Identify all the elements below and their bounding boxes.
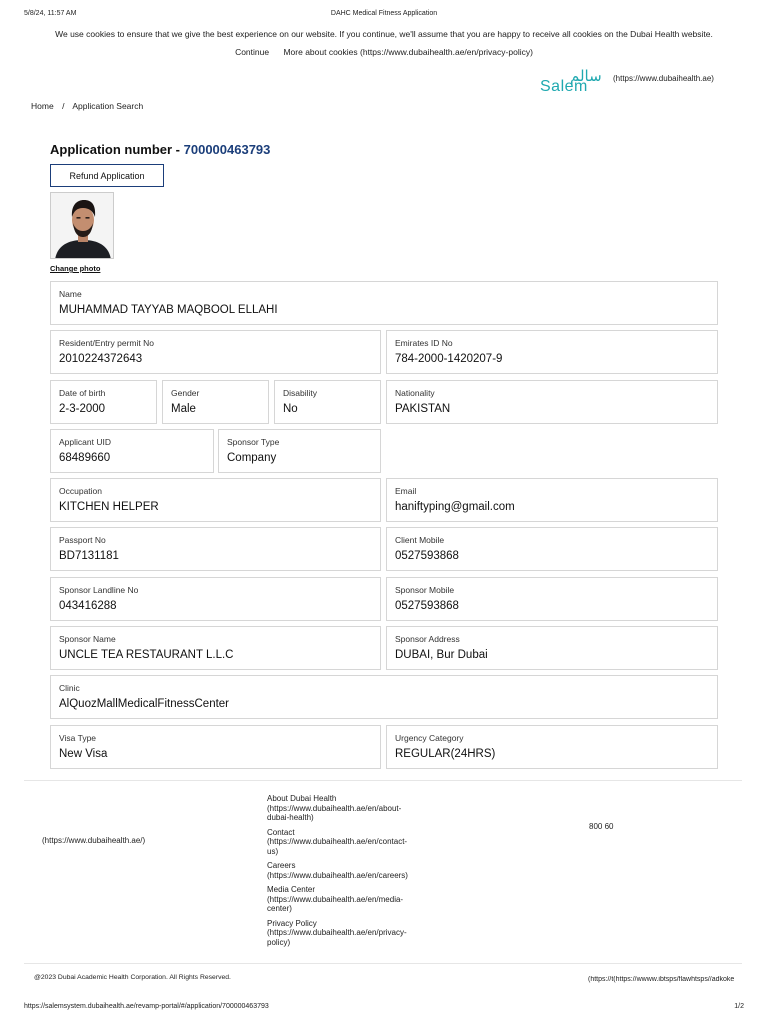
field-value: 0527593868: [395, 600, 459, 612]
person-photo-icon: [51, 193, 114, 259]
print-page-number: 1/2: [734, 1003, 744, 1010]
application-number-label: Application number -: [50, 142, 184, 157]
breadcrumb-current: Application Search: [72, 101, 144, 111]
change-photo-link[interactable]: Change photo: [50, 264, 101, 273]
applicant-uid-field: [50, 429, 214, 473]
footer-link-title: Privacy Policy: [267, 918, 317, 928]
cookie-continue-button[interactable]: Continue: [235, 47, 270, 57]
field-value: haniftyping@gmail.com: [395, 501, 515, 513]
field-value: Male: [171, 403, 196, 415]
cookie-more-link[interactable]: More about cookies (https://www.dubaihealth.ae/en/privacy-policy): [283, 47, 533, 57]
field-value: 2010224372643: [59, 353, 143, 365]
print-datetime: 5/8/24, 11:57 AM: [24, 10, 77, 17]
field-value: MUHAMMAD TAYYAB MAQBOOL ELLAHI: [59, 304, 278, 316]
footer-link-title: Contact: [267, 827, 295, 837]
sponsor-landline-field: [50, 577, 381, 621]
footer-link-title: Careers: [267, 861, 296, 870]
logo-latin: Salem: [540, 78, 588, 95]
footer-home-link[interactable]: (https://www.dubaihealth.ae/): [42, 836, 146, 845]
disability-field: [274, 380, 381, 424]
field-value: 043416288: [59, 600, 117, 612]
field-label: Visa Type: [59, 733, 97, 743]
field-label: Disability: [283, 388, 318, 398]
field-value: 0527593868: [395, 550, 459, 562]
applicant-photo: [50, 192, 114, 259]
logo-link[interactable]: (https://www.dubaihealth.ae): [613, 74, 714, 83]
field-label: Sponsor Name: [59, 634, 116, 644]
footer-link-title: About Dubai Health: [267, 794, 337, 803]
logo-arabic: سالم: [570, 67, 602, 85]
refund-application-button[interactable]: Refund Application: [50, 164, 164, 187]
emirates-id-field: [386, 330, 718, 374]
field-value: DUBAI, Bur Dubai: [395, 649, 488, 661]
breadcrumb-separator: /: [62, 101, 65, 111]
application-number: 700000463793: [183, 142, 271, 157]
footer-link-url: (https://www.dubaihealth.ae/en/about-: [267, 803, 402, 813]
field-value: New Visa: [59, 748, 108, 760]
field-label: Email: [395, 486, 417, 496]
gender-field: [162, 380, 269, 424]
footer-link-url-cont: policy): [267, 937, 291, 947]
footer-link-url: (https://www.dubaihealth.ae/en/media-: [267, 894, 404, 904]
field-value: KITCHEN HELPER: [59, 501, 159, 513]
footer-link-url-cont: us): [267, 846, 279, 856]
field-value: PAKISTAN: [395, 403, 451, 415]
field-label: Date of birth: [59, 388, 106, 398]
resident-permit-field: [50, 330, 381, 374]
field-label: Sponsor Type: [227, 437, 280, 447]
print-title: DAHC Medical Fitness Application: [330, 10, 438, 17]
footer-link-url-cont: center): [267, 904, 292, 913]
sponsor-mobile-field: [386, 577, 718, 621]
phone-number[interactable]: 800 60: [589, 822, 614, 831]
field-value: UNCLE TEA RESTAURANT L.L.C: [59, 649, 234, 661]
footer-link-url-cont: dubai-health): [267, 813, 314, 822]
field-label: Sponsor Address: [395, 634, 460, 644]
field-value: BD7131181: [59, 550, 119, 562]
field-value: 2-3-2000: [59, 403, 106, 415]
field-value: REGULAR(24HRS): [395, 748, 496, 760]
nationality-field: [386, 380, 718, 424]
field-value: Company: [227, 452, 277, 464]
footer-bottom-divider: [24, 963, 742, 964]
field-value: 784-2000-1420207-9: [395, 353, 503, 365]
visa-type-field: [50, 725, 381, 769]
social-links[interactable]: (https://t(https://wwww.ibtsps/flawhtsps//adkoke: [588, 976, 735, 983]
breadcrumb-home[interactable]: Home: [31, 101, 54, 111]
field-label: Applicant UID: [59, 437, 111, 447]
footer-link-contact[interactable]: [267, 828, 437, 857]
sponsor-type-field: [218, 429, 381, 473]
cookie-actions: [0, 47, 768, 57]
footer-divider: [24, 780, 742, 781]
clinic-field: [50, 675, 718, 719]
field-label: Gender: [171, 388, 200, 398]
footer-link-careers[interactable]: [267, 861, 437, 880]
cookie-message: We use cookies to ensure that we give the best experience on our website. If you continue, we'll assume that you are happy to receive all cookies on the Dubai Health website.: [55, 29, 713, 39]
print-url: https://salemsystem.dubaihealth.ae/revamp-portal/#/application/700000463793: [24, 1003, 269, 1010]
field-label: Client Mobile: [395, 535, 445, 545]
field-label: Sponsor Landline No: [59, 585, 139, 595]
footer-link-url: (https://www.dubaihealth.ae/en/contact-: [267, 837, 408, 846]
urgency-category-field: [386, 725, 718, 769]
footer-link-about[interactable]: [267, 794, 437, 823]
page-title: [50, 142, 270, 157]
copyright-text: @2023 Dubai Academic Health Corporation. All Rights Reserved.: [34, 974, 231, 981]
field-label: Urgency Category: [395, 733, 464, 743]
sponsor-address-field: [386, 626, 718, 670]
field-value: No: [283, 403, 298, 415]
dob-field: [50, 380, 157, 424]
field-label: Sponsor Mobile: [395, 585, 455, 595]
field-label: Occupation: [59, 486, 102, 496]
field-label: Name: [59, 289, 82, 299]
name-field: [50, 281, 718, 325]
occupation-field: [50, 478, 381, 522]
field-label: Resident/Entry permit No: [59, 338, 154, 348]
field-label: Passport No: [59, 535, 106, 545]
email-field: [386, 478, 718, 522]
footer-link-url: (https://www.dubaihealth.ae/en/careers): [267, 870, 408, 880]
footer-link-media[interactable]: [267, 885, 437, 914]
footer-link-url: (https://www.dubaihealth.ae/en/privacy-: [267, 928, 407, 937]
field-value: 68489660: [59, 452, 111, 464]
breadcrumb: [31, 101, 143, 111]
field-label: Clinic: [59, 683, 80, 693]
footer-link-title: Media Center: [267, 885, 316, 894]
field-label: Nationality: [395, 388, 435, 398]
passport-field: [50, 527, 381, 571]
field-value: AlQuozMallMedicalFitnessCenter: [59, 698, 230, 710]
field-label: Emirates ID No: [395, 338, 453, 348]
footer-links: [267, 794, 437, 952]
footer-link-privacy[interactable]: [267, 919, 437, 948]
sponsor-name-field: [50, 626, 381, 670]
client-mobile-field: [386, 527, 718, 571]
